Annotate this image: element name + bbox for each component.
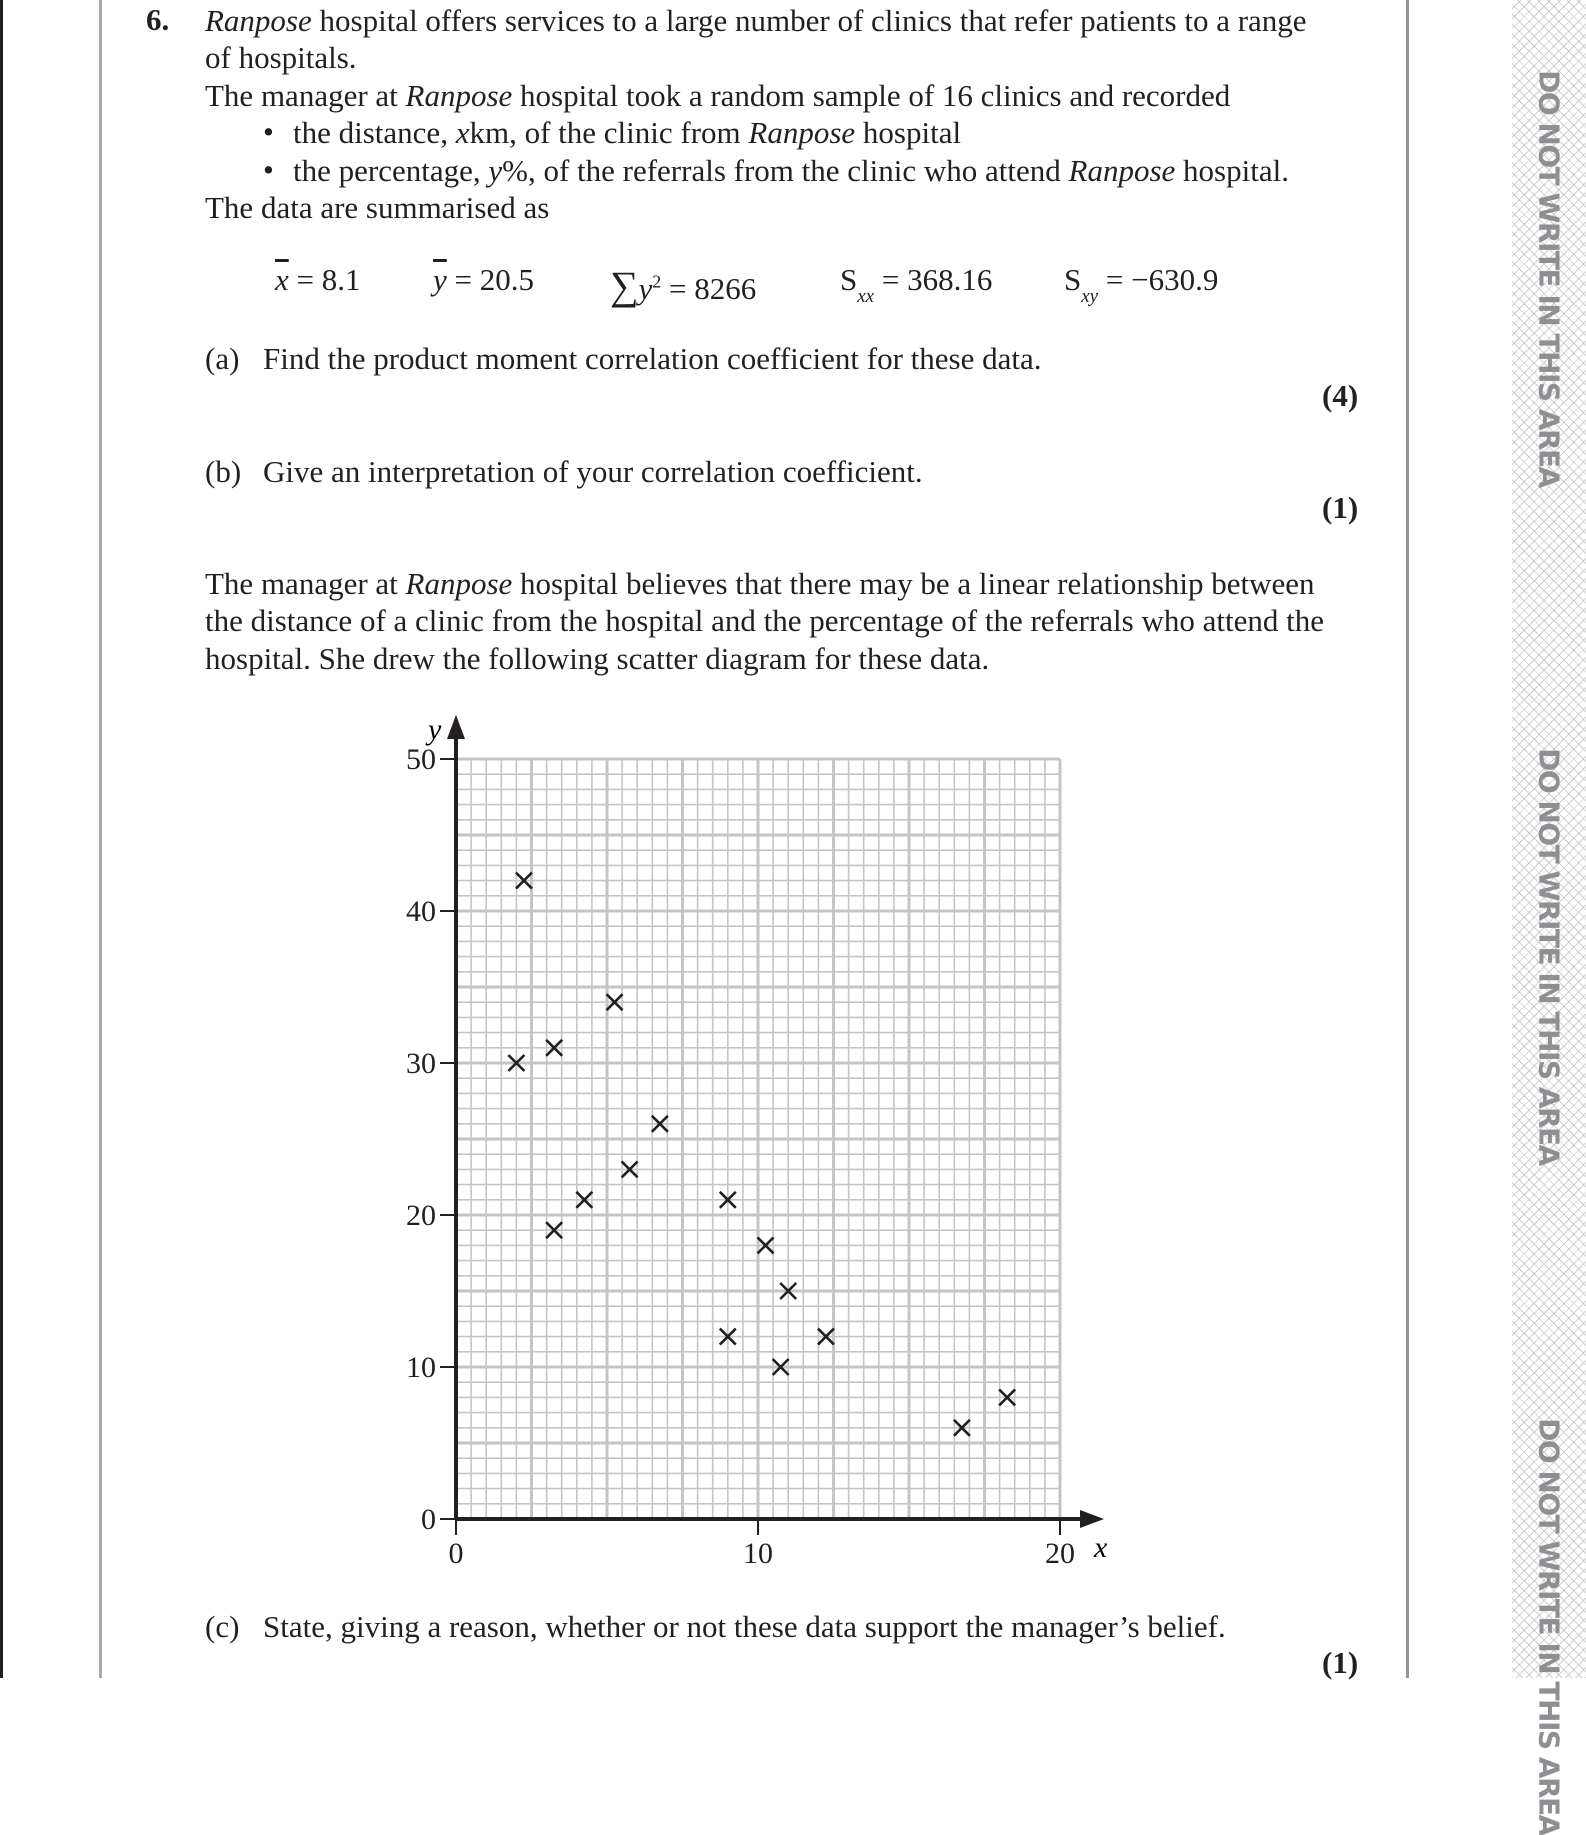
hospital-name: Ranpose [405,78,513,113]
x-tick-label: 0 [448,1537,464,1570]
margin-warning-1: DO NOT WRITE IN THIS AREA [1532,70,1566,487]
bullet-text: hospital [855,115,962,150]
chart-grid [456,759,1060,1519]
sxx-subscript: xx [857,286,875,307]
part-b-text: Give an interpretation of your correlation coefficient. [263,454,923,489]
y-tick-label: 10 [406,1351,436,1384]
y-tick-label: 30 [406,1047,436,1080]
question-number: 6. [146,2,170,37]
sum-variable: y [638,271,653,306]
manager-text-pre: The manager at [205,78,406,113]
belief-line-2: the distance of a clinic from the hospital and the percentage of the referrals who attend the [205,603,1324,638]
xbar-value: = 8.1 [296,262,361,297]
ybar-symbol: $\overline{y}$ [433,262,447,297]
bullet-icon: • [263,114,274,149]
part-a-marks: (4) [1322,378,1359,413]
sxy-value: = −630.9 [1105,262,1219,297]
bullet-text: the distance, [293,115,456,150]
chart-ticks [406,743,1075,1570]
xbar-symbol: $\overline{x}$ [275,262,289,297]
sum-power: 2 [652,271,662,292]
sigma-symbol: ∑ [610,263,639,308]
part-c-marks: (1) [1322,1645,1359,1680]
margin-warning-2: DO NOT WRITE IN THIS AREA [1532,748,1566,1165]
variable-y: y [488,153,503,188]
margin-warning-3: DO NOT WRITE IN THIS AREA [1532,1418,1566,1835]
summary-intro: The data are summarised as [205,190,550,225]
hospital-name: Ranpose [748,115,856,150]
y-tick-label: 50 [406,743,436,776]
bullet-text: the percentage, [293,153,489,188]
x-tick-label: 10 [743,1537,773,1570]
chart-axes [447,715,1104,1528]
hospital-name: Ranpose [405,566,513,601]
y-tick-label: 20 [406,1199,436,1232]
x-axis-label: x [1094,1531,1108,1564]
belief-text: hospital believes that there may be a linear relationship between [512,566,1315,601]
part-c-label: (c) [205,1609,240,1644]
sxx-symbol: S [840,262,858,297]
belief-line-3: hospital. She drew the following scatter diagram for these data. [205,641,990,676]
sxy-subscript: xy [1081,286,1099,307]
variable-x: x [455,115,470,150]
part-c-text: State, giving a reason, whether or not these data support the manager’s belief. [263,1609,1226,1644]
y-tick-label: 40 [406,895,436,928]
bullet-text: km, of the clinic from [469,115,749,150]
hospital-name: Ranpose [1068,153,1176,188]
y-axis-label: y [428,713,442,746]
belief-text: The manager at [205,566,406,601]
part-a-text: Find the product moment correlation coefficient for these data. [263,341,1042,376]
sum-value: = 8266 [669,271,757,306]
y-axis-arrow-icon [447,715,465,739]
bullet-text: %, of the referrals from the clinic who attend [502,153,1069,188]
manager-text-post: hospital took a random sample of 16 clinics and recorded [512,78,1231,113]
part-b-label: (b) [205,454,242,489]
ybar-value: = 20.5 [454,262,534,297]
x-axis-arrow-icon [1080,1510,1104,1528]
part-b-marks: (1) [1322,490,1359,525]
bullet-text: hospital. [1175,153,1289,188]
part-a-label: (a) [205,341,240,376]
hospital-name: Ranpose [205,3,312,38]
x-tick-label: 20 [1045,1537,1075,1570]
intro-line-2: of hospitals. [205,40,357,75]
bullet-icon: • [263,152,274,187]
intro-text: hospital offers services to a large number of clinics that refer patients to a range [311,3,1307,38]
sxy-symbol: S [1064,262,1082,297]
y-tick-label: 0 [421,1503,436,1536]
sxx-value: = 368.16 [881,262,993,297]
